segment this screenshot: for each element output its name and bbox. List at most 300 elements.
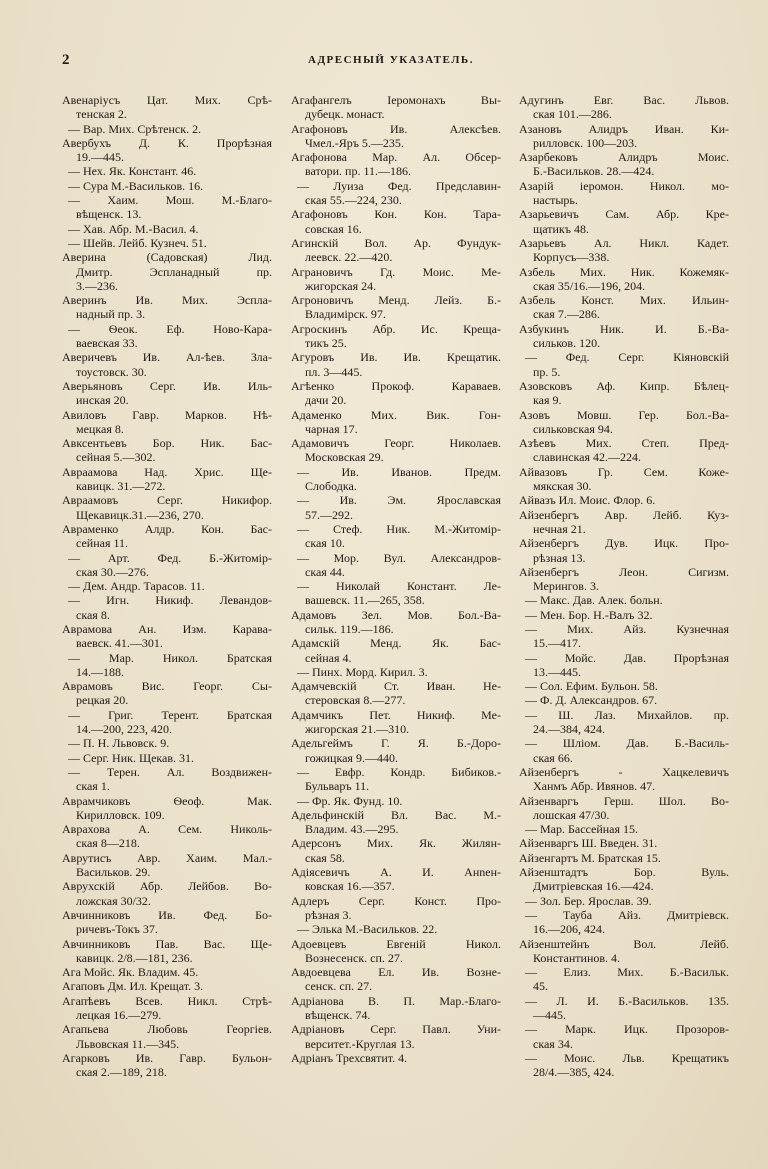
entry-line: сильков. 120. xyxy=(533,336,601,351)
directory-entry xyxy=(291,465,501,494)
entry-line: тикъ 25. xyxy=(305,336,347,351)
entry-line: — Мих. Айз. Кузнечная xyxy=(525,621,729,636)
directory-entry xyxy=(62,408,272,437)
directory-entry xyxy=(519,536,729,565)
entry-line: Аврамова Ан. Изм. Карава- xyxy=(62,621,272,636)
entry-line: ричевъ-Токъ 37. xyxy=(76,922,158,937)
entry-line: — Пинх. Морд. Кирил. 3. xyxy=(297,664,428,679)
directory-entry xyxy=(62,708,272,737)
directory-entry xyxy=(62,293,272,322)
entry-line: — Хав. Абр. М.-Васил. 4. xyxy=(68,221,199,236)
directory-entry xyxy=(519,1022,729,1051)
entry-line: Авраамова Над. Хрис. Ще- xyxy=(62,464,272,479)
entry-line: Агапѣевъ Всев. Никл. Стрѣ- xyxy=(62,993,272,1008)
directory-entry xyxy=(291,708,501,737)
directory-entry xyxy=(62,651,272,680)
entry-line: Адіясевичъ А. И. Анnен- xyxy=(291,865,501,880)
directory-entry xyxy=(291,937,501,966)
entry-line: жигорская 21.—310. xyxy=(305,722,410,737)
directory-entry xyxy=(519,379,729,408)
directory-entry xyxy=(291,236,501,265)
entry-line: Владим. 43.—295. xyxy=(305,822,399,837)
directory-entry xyxy=(519,565,729,594)
entry-line: Владимірск. 97. xyxy=(305,307,386,322)
directory-entry xyxy=(62,136,272,165)
entry-line: Адамскій Менд. Як. Бас- xyxy=(291,636,501,651)
directory-entry xyxy=(519,693,729,707)
directory-entry xyxy=(519,708,729,737)
entry-line: Аверичевъ Ив. Ал-ѣев. Зла- xyxy=(62,350,272,365)
directory-entry xyxy=(519,765,729,794)
entry-line: 24.—384, 424. xyxy=(533,722,605,737)
entry-line: верситет.-Круглая 13. xyxy=(305,1036,415,1051)
directory-entry xyxy=(519,794,729,823)
entry-line: Авербухъ Д. К. Прорѣзная xyxy=(62,135,272,150)
entry-line: Дмитріевская 16.—424. xyxy=(533,879,654,894)
directory-entry xyxy=(62,236,272,250)
entry-line: ская 7.—286. xyxy=(533,307,600,322)
entry-line: Дмитр. Эспланадный пр. xyxy=(76,264,272,279)
directory-entry xyxy=(62,465,272,494)
entry-line: ская 1. xyxy=(76,779,110,794)
entry-line: 3.—236. xyxy=(76,278,118,293)
entry-line: — Мар. Бассейная 15. xyxy=(525,822,639,837)
entry-line: Айвазъ Ил. Моис. Флор. 6. xyxy=(519,493,656,508)
entry-line: Адріанъ Трехсвятит. 4. xyxy=(291,1050,408,1065)
entry-line: ская 66. xyxy=(533,750,573,765)
directory-entry xyxy=(62,250,272,293)
directory-entry xyxy=(62,794,272,823)
entry-line: гожицкая 9.—440. xyxy=(305,750,398,765)
entry-line: Азбель Конст. Мих. Ильин- xyxy=(519,293,729,308)
directory-entry xyxy=(519,322,729,351)
directory-entry xyxy=(62,222,272,236)
directory-entry xyxy=(519,593,729,607)
directory-entry xyxy=(519,608,729,622)
entry-line: пр. 5. xyxy=(533,364,561,379)
directory-entry xyxy=(62,751,272,765)
entry-line: 13.—445. xyxy=(533,664,581,679)
directory-entry xyxy=(62,765,272,794)
entry-line: — Хаим. Мош. М.-Благо- xyxy=(68,193,272,208)
entry-line: рѣзная 3. xyxy=(305,907,352,922)
entry-line: Слободка. xyxy=(305,479,357,494)
directory-entry xyxy=(291,865,501,894)
entry-line: Айзенбергъ Авр. Лейб. Куз- xyxy=(519,507,729,522)
entry-line: Аврутисъ Авр. Хаим. Мал.- xyxy=(62,850,272,865)
entry-line: Азарій іеромон. Никол. мо- xyxy=(519,178,729,193)
entry-line: Васильков. 29. xyxy=(76,865,151,880)
directory-entry xyxy=(291,207,501,236)
entry-line: Адлеръ Серг. Конст. Про- xyxy=(291,893,501,908)
entry-line: ская 101.—286. xyxy=(533,107,612,122)
directory-entry xyxy=(519,122,729,151)
entry-line: сильковская 94. xyxy=(533,421,613,436)
entry-line: Авенаріусъ Цат. Мих. Срѣ- xyxy=(62,93,272,107)
entry-line: надный пр. 3. xyxy=(76,307,146,322)
entry-line: Айзенгартъ М. Братская 15. xyxy=(519,850,661,865)
entry-line: Львовская 11.—345. xyxy=(76,1036,180,1051)
entry-line: рѣзная 13. xyxy=(533,550,586,565)
directory-entry xyxy=(291,293,501,322)
directory-entry xyxy=(62,879,272,908)
entry-line: 14.—200, 223, 420. xyxy=(76,722,172,737)
entry-line: Авксентьевъ Бор. Ник. Бас- xyxy=(62,436,272,451)
directory-entry xyxy=(62,436,272,465)
entry-line: Адамовъ Зел. Мов. Бол.-Ва- xyxy=(291,607,501,622)
directory-entry xyxy=(519,865,729,894)
entry-line: сейная 11. xyxy=(76,536,129,551)
entry-line: Агѣенко Прокоф. Караваев. xyxy=(291,378,501,393)
directory-entry xyxy=(291,379,501,408)
column-2 xyxy=(291,93,501,1153)
entry-line: ватори. пр. 11.—186. xyxy=(305,164,412,179)
entry-line: — Евфр. Кондр. Бибиков.- xyxy=(297,764,501,779)
directory-entry xyxy=(519,622,729,651)
entry-line: Константинов. 4. xyxy=(533,950,621,965)
directory-entry xyxy=(291,350,501,379)
entry-line: — Ив. Иванов. Предм. xyxy=(297,464,501,479)
directory-entry xyxy=(62,851,272,880)
entry-line: Адугинъ Евг. Вас. Львов. xyxy=(519,93,729,107)
entry-line: Адамчикъ Пет. Никиф. Ме- xyxy=(291,707,501,722)
entry-line: Айзенштадтъ Бор. Вуль. xyxy=(519,865,729,880)
directory-entry xyxy=(519,179,729,208)
entry-line: Азарьевъ Ал. Никл. Кадет. xyxy=(519,235,729,250)
directory-entry xyxy=(62,379,272,408)
entry-line: — Сура М.-Васильков. 16. xyxy=(68,178,204,193)
entry-line: 16.—206, 424. xyxy=(533,922,605,937)
entry-line: — Вар. Мих. Срѣтенск. 2. xyxy=(68,121,202,136)
entry-line: — Тауба Айз. Дмитріевск. xyxy=(525,907,729,922)
entry-line: — Луиза Фед. Предславин- xyxy=(297,178,501,193)
entry-line: Кирилловск. 109. xyxy=(76,807,165,822)
entry-line: Адельгеймъ Г. Я. Б.-Доро- xyxy=(291,736,501,751)
entry-line: совская 16. xyxy=(305,221,362,236)
directory-entry xyxy=(519,408,729,437)
entry-line: дубецк. монаст. xyxy=(305,107,385,122)
directory-entry xyxy=(291,765,501,794)
entry-line: — Фед. Серг. Кіяновскій xyxy=(525,350,729,365)
entry-line: — Серг. Ник. Щекав. 31. xyxy=(68,750,195,765)
entry-line: Айзенваргъ Ш. Введен. 31. xyxy=(519,836,658,851)
directory-entry xyxy=(291,894,501,923)
entry-line: кавицк. 2/8.—181, 236. xyxy=(76,950,193,965)
entry-line: славинская 42.—224. xyxy=(533,450,641,465)
entry-line: — Макс. Дав. Алек. больн. xyxy=(525,593,663,608)
entry-line: — Мар. Никол. Братская xyxy=(68,650,272,665)
entry-line: — Мен. Бор. Н.-Валъ 32. xyxy=(525,607,653,622)
entry-line: Азовсковъ Аф. Кипр. Бѣлец- xyxy=(519,378,729,393)
directory-entry xyxy=(291,836,501,865)
entry-line: Мерингов. 3. xyxy=(533,579,599,594)
entry-line: настырь. xyxy=(533,193,578,208)
entry-line: кавицк. 31.—272. xyxy=(76,479,166,494)
entry-line: мецкая 8. xyxy=(76,421,124,436)
directory-entry xyxy=(519,293,729,322)
directory-entry xyxy=(519,736,729,765)
directory-entry xyxy=(519,822,729,836)
entry-line: Адамовичъ Георг. Николаев. xyxy=(291,436,501,451)
directory-entry xyxy=(291,636,501,665)
entry-line: Аграновичъ Гд. Моис. Ме- xyxy=(291,264,501,279)
entry-line: дачи 20. xyxy=(305,393,347,408)
entry-line: Адерсонъ Мих. Як. Жилян- xyxy=(291,836,501,851)
directory-entry xyxy=(291,922,501,936)
directory-entry xyxy=(291,679,501,708)
directory-entry xyxy=(291,608,501,637)
entry-line: рилловск. 100—203. xyxy=(533,135,638,150)
directory-entry xyxy=(291,736,501,765)
entry-line: Авчинниковъ Пав. Вас. Ще- xyxy=(62,936,272,951)
entry-line: — Григ. Терент. Братская xyxy=(68,707,272,722)
entry-line: Авиловъ Гавр. Марков. Нѣ- xyxy=(62,407,272,422)
entry-line: Вознесенск. сп. 27. xyxy=(305,950,403,965)
directory-entry xyxy=(519,236,729,265)
entry-line: — Ив. Эм. Ярославская xyxy=(297,493,501,508)
entry-line: — Мойс. Дав. Прорѣзная xyxy=(525,650,729,665)
directory-entry xyxy=(291,265,501,294)
entry-line: Агинскій Вол. Ар. Фундук- xyxy=(291,235,501,250)
entry-line: Айзенбергъ Леон. Сигизм. xyxy=(519,564,729,579)
directory-entry xyxy=(291,150,501,179)
entry-line: — Мор. Вул. Александров- xyxy=(297,550,501,565)
entry-line: инская 20. xyxy=(76,393,129,408)
directory-entry xyxy=(519,994,729,1023)
directory-entry xyxy=(519,493,729,507)
directory-entry xyxy=(62,593,272,622)
entry-line: Чмел.-Яръ 5.—235. xyxy=(305,135,404,150)
directory-entry xyxy=(62,994,272,1023)
directory-entry xyxy=(62,822,272,851)
entry-line: Авдоевцева Ел. Ив. Возне- xyxy=(291,965,501,980)
directory-entry xyxy=(62,579,272,593)
entry-line: Аврамовъ Вис. Георг. Сы- xyxy=(62,679,272,694)
entry-line: Азѣевъ Мих. Степ. Пред- xyxy=(519,436,729,451)
entry-line: Агуровъ Ив. Ив. Крещатик. xyxy=(291,350,501,365)
entry-line: Адріановъ Серг. Павл. Уни- xyxy=(291,1022,501,1037)
entry-line: — Зол. Бер. Ярослав. 39. xyxy=(525,893,652,908)
entry-line: Айзенштейнъ Вол. Лейб. xyxy=(519,936,729,951)
entry-line: чарная 17. xyxy=(305,421,358,436)
entry-line: тоустовск. 30. xyxy=(76,364,147,379)
directory-entry xyxy=(291,322,501,351)
entry-line: Агафоновъ Кон. Кон. Тара- xyxy=(291,207,501,222)
entry-line: лецкая 16.—279. xyxy=(76,1008,162,1022)
running-title: АДРЕСНЫЙ УКАЗАТЕЛЬ. xyxy=(308,54,474,66)
entry-line: Агафангелъ Іеромонахъ Вы- xyxy=(291,93,501,107)
directory-entry xyxy=(519,651,729,680)
entry-line: Аверинъ Ив. Мих. Эспла- xyxy=(62,293,272,308)
entry-line: — Игн. Никиф. Левандов- xyxy=(68,593,272,608)
directory-entry xyxy=(62,1051,272,1080)
directory-entry xyxy=(62,122,272,136)
directory-entry xyxy=(519,894,729,908)
entry-line: ложская 30/32. xyxy=(76,893,151,908)
directory-entry xyxy=(519,679,729,693)
directory-entry xyxy=(291,665,501,679)
directory-entry xyxy=(291,965,501,994)
directory-entry xyxy=(519,350,729,379)
entry-line: Аврухскій Абр. Лейбов. Во- xyxy=(62,879,272,894)
entry-line: — Терен. Ал. Воздвижен- xyxy=(68,764,272,779)
entry-line: — Ф. Д. Александров. 67. xyxy=(525,693,658,708)
entry-line: Агроновичъ Менд. Лейз. Б.- xyxy=(291,293,501,308)
entry-line: — Ѳеок. Еф. Ново-Кара- xyxy=(68,321,272,336)
entry-line: Ханмъ Абр. Ивянов. 47. xyxy=(533,779,656,794)
directory-entry xyxy=(62,322,272,351)
entry-line: жигорская 24. xyxy=(305,278,377,293)
directory-entry xyxy=(291,408,501,437)
entry-line: Азбукинъ Ник. И. Б.-Ва- xyxy=(519,321,729,336)
directory-entry xyxy=(519,937,729,966)
entry-line: нечная 21. xyxy=(533,521,586,536)
entry-line: ковская 16.—357. xyxy=(305,879,395,894)
entry-line: — Элька М.-Васильков. 22. xyxy=(297,922,438,937)
entry-line: Айзенбергъ Дув. Ицк. Про- xyxy=(519,536,729,551)
entry-line: ваевская 33. xyxy=(76,336,138,351)
directory-entry xyxy=(519,908,729,937)
entry-line: Азовъ Мовш. Гер. Бол.-Ва- xyxy=(519,407,729,422)
entry-line: вашевск. 11.—265, 358. xyxy=(305,593,425,608)
page-header xyxy=(62,52,720,72)
entry-line: 28/4.—385, 424. xyxy=(533,1065,615,1080)
directory-entry xyxy=(62,908,272,937)
directory-entry xyxy=(62,1022,272,1051)
entry-line: Агафоновъ Ив. Алексѣев. xyxy=(291,121,501,136)
entry-line: 14.—188. xyxy=(76,664,124,679)
directory-entry xyxy=(291,493,501,522)
directory-entry xyxy=(291,808,501,837)
entry-line: Аверьяновъ Серг. Ив. Иль- xyxy=(62,378,272,393)
entry-line: — Моис. Льв. Крещатикъ xyxy=(525,1050,729,1065)
entry-line: Айзенваргъ Герш. Шол. Во- xyxy=(519,793,729,808)
directory-entry xyxy=(62,622,272,651)
directory-entry xyxy=(519,150,729,179)
entry-line: ская 34. xyxy=(533,1036,573,1051)
entry-line: Авчинниковъ Ив. Фед. Бо- xyxy=(62,907,272,922)
directory-entry xyxy=(62,164,272,178)
entry-line: 15.—417. xyxy=(533,636,581,651)
directory-entry xyxy=(291,551,501,580)
directory-entry xyxy=(519,1051,729,1080)
directory-entry xyxy=(291,994,501,1023)
entry-line: Айвазовъ Гр. Сем. Коже- xyxy=(519,464,729,479)
directory-entry xyxy=(291,1051,501,1065)
entry-line: пл. 3—445. xyxy=(305,364,363,379)
directory-entry xyxy=(62,179,272,193)
directory-entry xyxy=(62,551,272,580)
entry-line: — Елиз. Мих. Б.-Васильк. xyxy=(525,965,729,980)
entry-line: ская 10. xyxy=(305,536,345,551)
entry-line: вѣщенск. 74. xyxy=(305,1008,371,1022)
entry-line: Аврахова А. Сем. Николь- xyxy=(62,822,272,837)
entry-line: ская 2.—189, 218. xyxy=(76,1065,167,1080)
entry-line: Б.-Васильков. 28.—424. xyxy=(533,164,655,179)
entry-line: ская 55.—224, 230. xyxy=(305,193,402,208)
entry-line: Айзенбергъ - Хацкелевичъ xyxy=(519,764,729,779)
entry-line: 45. xyxy=(533,979,548,994)
directory-entry xyxy=(62,937,272,966)
directory-entry xyxy=(62,193,272,222)
entry-line: сенск. сп. 27. xyxy=(305,979,373,994)
entry-line: стеровская 8.—277. xyxy=(305,693,406,708)
entry-line: Московская 29. xyxy=(305,450,384,465)
directory-entry xyxy=(291,436,501,465)
directory-entry xyxy=(519,851,729,865)
entry-line: Агарковъ Ив. Гавр. Бульон- xyxy=(62,1050,272,1065)
entry-line: Бульваръ 11. xyxy=(305,779,370,794)
entry-line: Аверина (Садовская) Лид. xyxy=(62,250,272,265)
entry-line: Корпусъ—338. xyxy=(533,250,610,265)
directory-entry xyxy=(62,522,272,551)
entry-line: Азановъ Алидръ Иван. Ки- xyxy=(519,121,729,136)
entry-line: ская 8—218. xyxy=(76,836,140,851)
entry-line: — Л. И. Б.-Васильков. 135. xyxy=(525,993,729,1008)
entry-line: Адоевцевъ Евгеній Никол. xyxy=(291,936,501,951)
entry-line: Агапьева Любовь Георгіев. xyxy=(62,1022,272,1037)
directory-entry xyxy=(291,179,501,208)
page-number: 2 xyxy=(62,52,70,68)
directory-entry xyxy=(519,836,729,850)
entry-line: — П. Н. Львовск. 9. xyxy=(68,736,170,751)
directory-entry xyxy=(62,736,272,750)
entry-line: — Фр. Як. Фунд. 10. xyxy=(297,793,403,808)
entry-line: щатикъ 48. xyxy=(533,221,589,236)
entry-line: — Арт. Фед. Б.-Житомір- xyxy=(68,550,272,565)
entry-line: —445. xyxy=(533,1008,566,1022)
entry-line: Щекавицк.31.—236, 270. xyxy=(76,507,204,522)
entry-line: Адріанова В. П. Мар.-Благо- xyxy=(291,993,501,1008)
directory-entry xyxy=(519,436,729,465)
directory-entry xyxy=(62,679,272,708)
directory-entry xyxy=(291,122,501,151)
entry-line: сейная 5.—302. xyxy=(76,450,156,465)
directory-entry xyxy=(291,93,501,122)
entry-line: Азарьевичъ Сам. Абр. Кре- xyxy=(519,207,729,222)
entry-line: ская 8. xyxy=(76,607,110,622)
directory-entry xyxy=(519,93,729,122)
directory-entry xyxy=(519,508,729,537)
entry-line: — Нех. Як. Констант. 46. xyxy=(68,164,197,179)
entry-line: ская 35/16.—196, 204. xyxy=(533,278,646,293)
entry-line: — Шліом. Дав. Б.-Василь- xyxy=(525,736,729,751)
directory-columns xyxy=(62,93,730,1153)
entry-line: лошская 47/30. xyxy=(533,807,610,822)
entry-line: — Сол. Ефим. Бульон. 58. xyxy=(525,679,658,694)
directory-entry xyxy=(62,493,272,522)
entry-line: Авраменко Алдр. Кон. Бас- xyxy=(62,521,272,536)
entry-line: — Стеф. Ник. М.-Житомір- xyxy=(297,521,501,536)
entry-line: Азбель Мих. Ник. Кожемяк- xyxy=(519,264,729,279)
entry-line: вѣщенск. 13. xyxy=(76,207,142,222)
entry-line: Адельфинскій Вл. Вас. М.- xyxy=(291,807,501,822)
column-3 xyxy=(519,93,729,1153)
directory-entry xyxy=(291,794,501,808)
entry-line: Авраамовъ Серг. Никифор. xyxy=(62,493,272,508)
entry-line: Агафонова Мар. Ал. Обсер- xyxy=(291,150,501,165)
entry-line: Агроскинъ Абр. Ис. Креща- xyxy=(291,321,501,336)
entry-line: 19.—445. xyxy=(76,150,124,165)
entry-line: мякская 30. xyxy=(533,479,592,494)
entry-line: Азарбековъ Алидръ Моис. xyxy=(519,150,729,165)
entry-line: ская 30.—276. xyxy=(76,564,149,579)
entry-line: сейная 4. xyxy=(305,650,352,665)
directory-entry xyxy=(291,1022,501,1051)
entry-line: ваевск. 41.—301. xyxy=(76,636,163,651)
directory-entry xyxy=(62,93,272,122)
directory-entry xyxy=(519,465,729,494)
